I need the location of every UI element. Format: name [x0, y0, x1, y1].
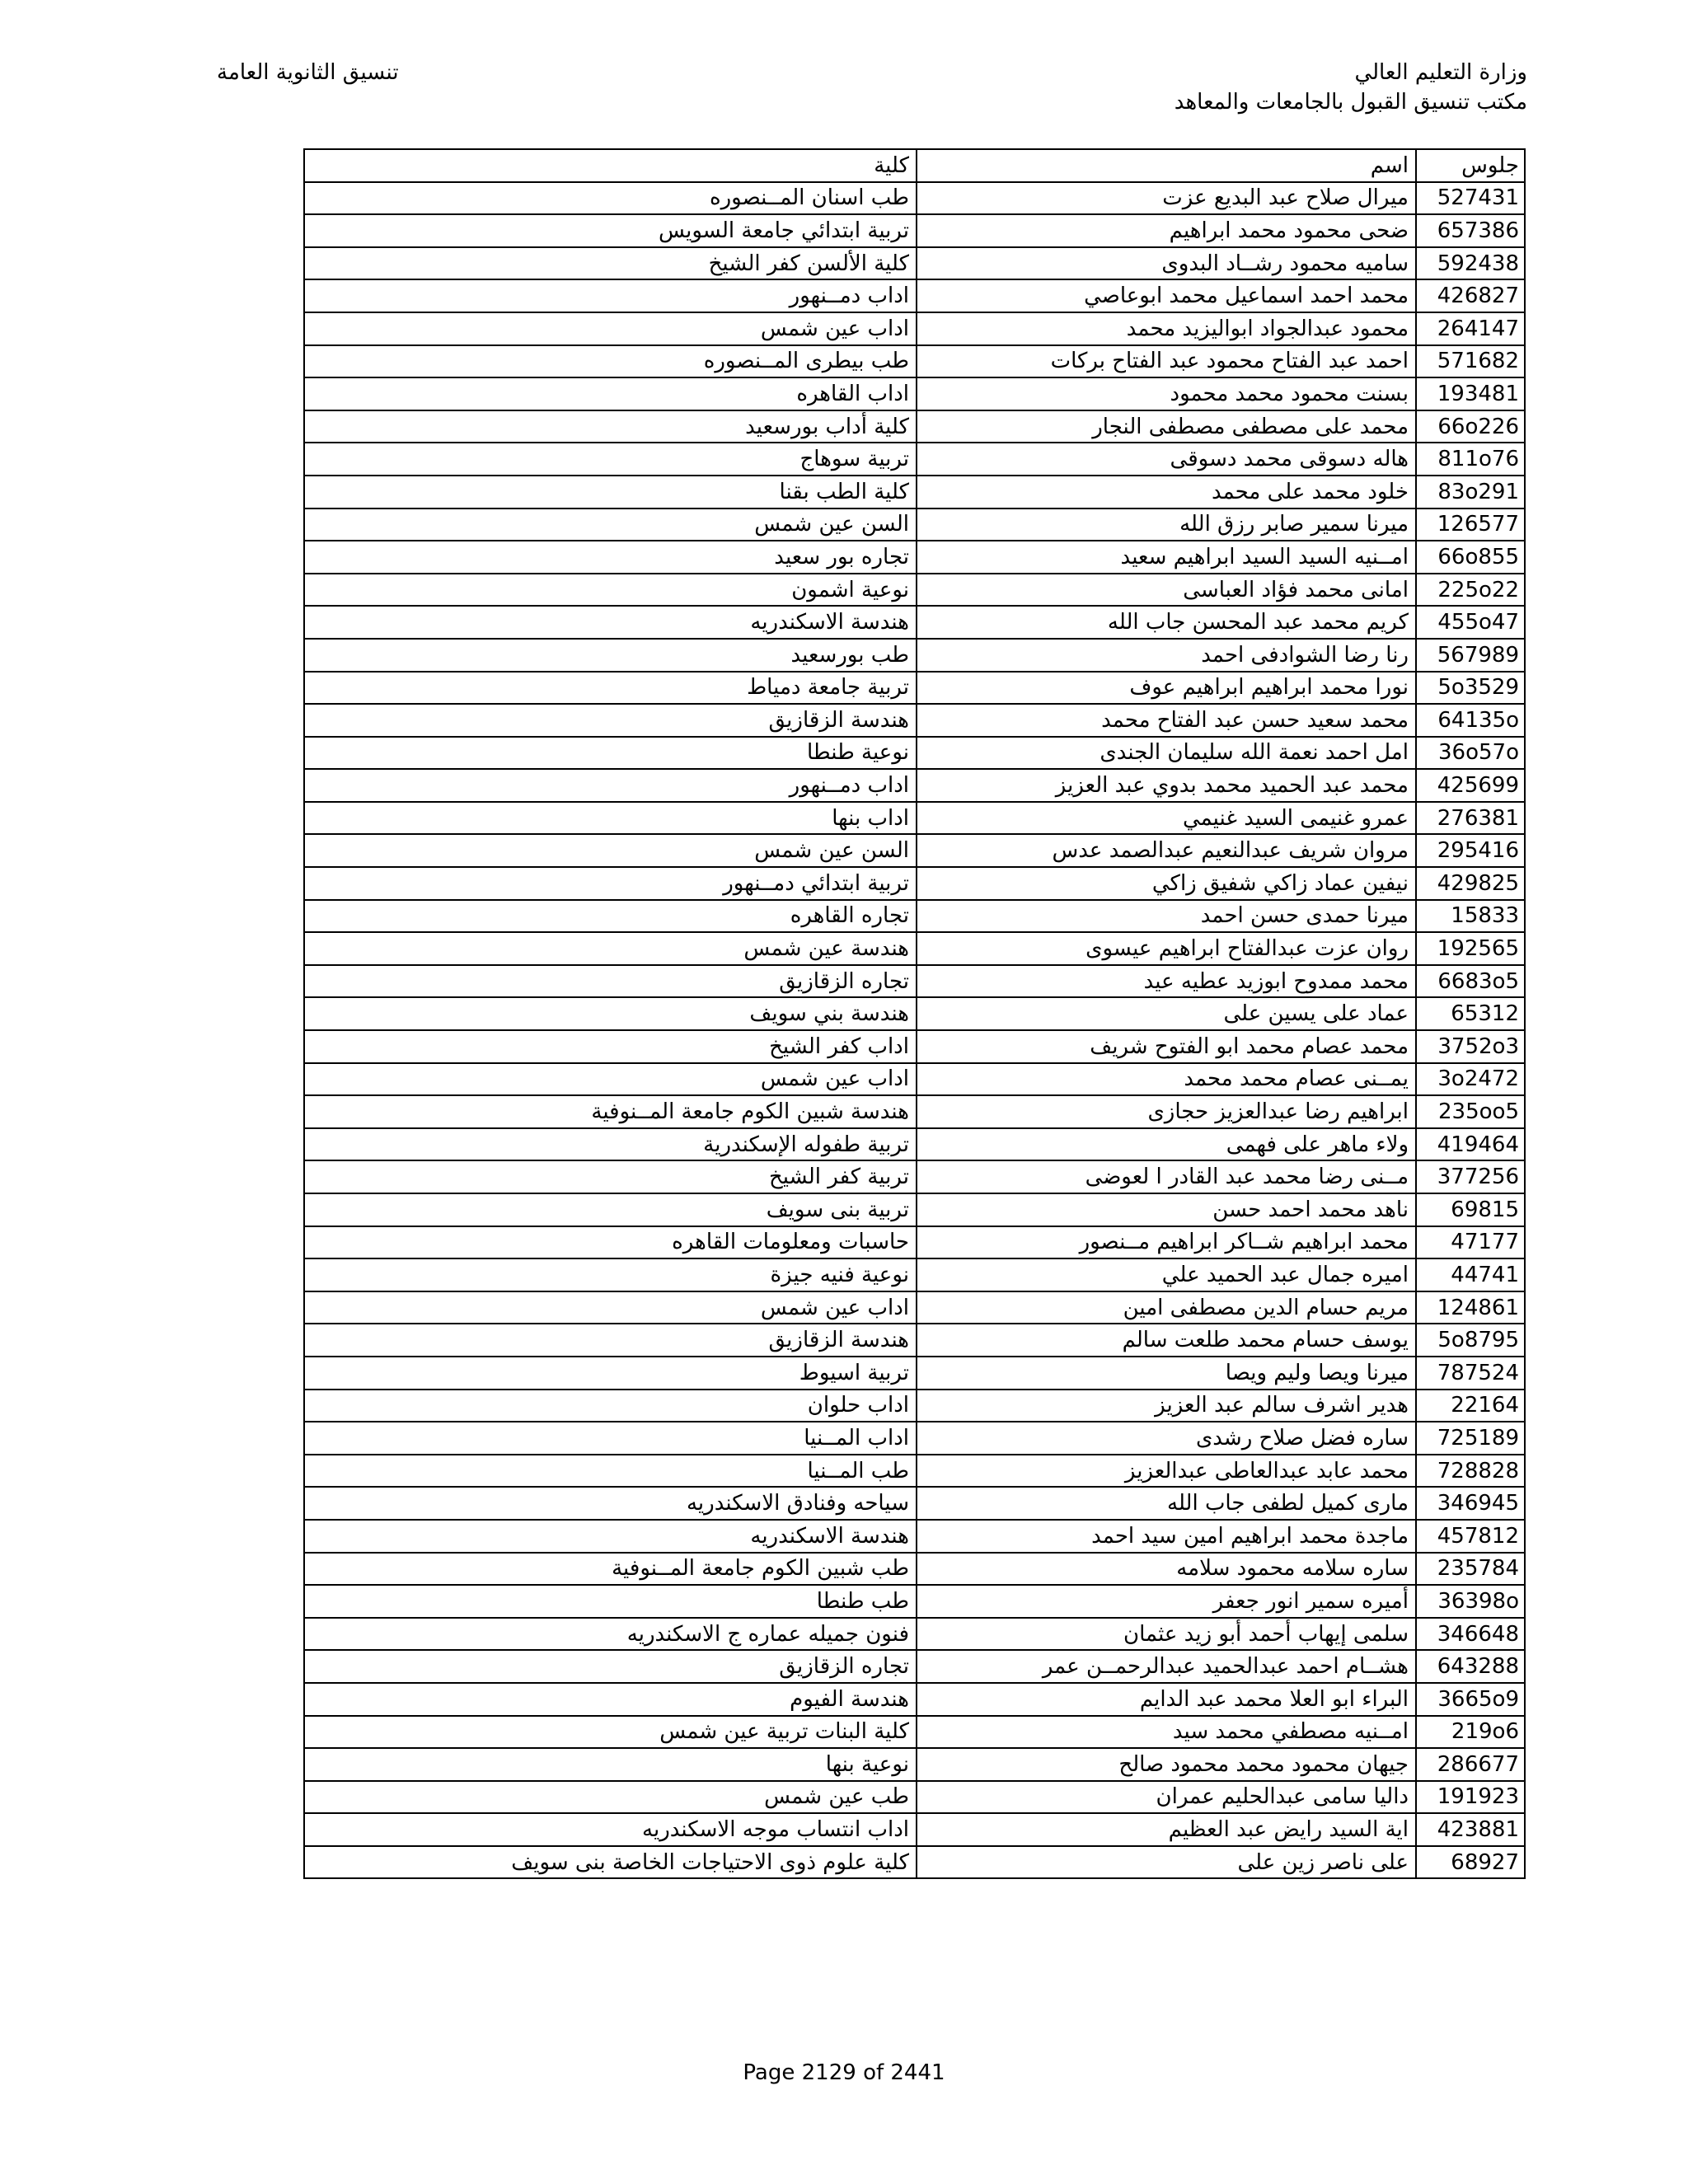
name-cell: مروان شريف عبدالنعيم عبدالصمد عدس [917, 834, 1416, 867]
table-row [304, 247, 1525, 280]
table-row [304, 1095, 1525, 1128]
faculty-cell: طب شبين الكوم جامعة المــنوفية [304, 1553, 917, 1586]
faculty-cell: سياحه وفنادق الاسكندريه [304, 1487, 917, 1520]
seat-cell: 235oo5 [1416, 1095, 1525, 1128]
faculty-cell: هندسة الزقازيق [304, 1324, 917, 1357]
table-row [304, 1160, 1525, 1193]
seat-cell: 419464 [1416, 1128, 1525, 1161]
table-row [304, 1618, 1525, 1651]
table-row [304, 1553, 1525, 1586]
header-ministry [1175, 58, 1527, 117]
faculty-cell: تجاره القاهره [304, 900, 917, 933]
seat-cell: 47177 [1416, 1226, 1525, 1259]
faculty-cell: طب بورسعيد [304, 639, 917, 672]
seat-cell: 66o855 [1416, 541, 1525, 574]
name-cell: محمد ممدوح ابوزيد عطيه عيد [917, 965, 1416, 998]
name-cell: مريم حسام الدين مصطفى امين [917, 1291, 1416, 1324]
name-cell: محمد عبد الحميد محمد بدوي عبد العزيز [917, 769, 1416, 802]
table-row [304, 867, 1525, 900]
seat-cell: 377256 [1416, 1160, 1525, 1193]
name-cell: ولاء ماهر على فهمى [917, 1128, 1416, 1161]
faculty-cell: اداب عين شمس [304, 312, 917, 345]
faculty-cell: هندسة عين شمس [304, 932, 917, 965]
seat-cell: 5o8795 [1416, 1324, 1525, 1357]
name-cell: ساميه محمود رشــاد البدوى [917, 247, 1416, 280]
seat-cell: 68927 [1416, 1846, 1525, 1879]
table-row [304, 1324, 1525, 1357]
seat-cell: 643288 [1416, 1650, 1525, 1683]
name-cell: محمود عبدالجواد ابواليزيد محمد [917, 312, 1416, 345]
faculty-cell: تجاره الزقازيق [304, 1650, 917, 1683]
seat-cell: 264147 [1416, 312, 1525, 345]
table-row [304, 214, 1525, 247]
table-row [304, 737, 1525, 770]
table-row [304, 1748, 1525, 1781]
name-cell: امانى محمد فؤاد العباسى [917, 574, 1416, 607]
column-header-seat: جلوس [1416, 149, 1525, 182]
table-row [304, 1683, 1525, 1716]
faculty-cell: تجاره الزقازيق [304, 965, 917, 998]
table-row [304, 279, 1525, 312]
seat-cell: 455o47 [1416, 606, 1525, 639]
name-cell: ساره فضل صلاح رشدى [917, 1422, 1416, 1455]
faculty-cell: طب المــنيا [304, 1455, 917, 1488]
seat-cell: 567989 [1416, 639, 1525, 672]
name-cell: اية السيد رايض عبد العظيم [917, 1813, 1416, 1846]
name-cell: عماد على يسين على [917, 997, 1416, 1030]
faculty-cell: هندسة الاسكندريه [304, 606, 917, 639]
faculty-cell: تربية كفر الشيخ [304, 1160, 917, 1193]
name-cell: اميره جمال عبد الحميد علي [917, 1258, 1416, 1291]
seat-cell: 725189 [1416, 1422, 1525, 1455]
name-cell: ناهد محمد احمد حسن [917, 1193, 1416, 1226]
faculty-cell: تربية اسيوط [304, 1357, 917, 1390]
seat-cell: 6683o5 [1416, 965, 1525, 998]
name-cell: ساره سلامه محمود سلامه [917, 1553, 1416, 1586]
name-cell: محمد ابراهيم شــاكر ابراهيم مــنصور [917, 1226, 1416, 1259]
faculty-cell: طب طنطا [304, 1585, 917, 1618]
table-row [304, 639, 1525, 672]
name-cell: ضحى محمود محمد ابراهيم [917, 214, 1416, 247]
faculty-cell: هندسة الزقازيق [304, 704, 917, 737]
seat-cell: 286677 [1416, 1748, 1525, 1781]
name-cell: محمد سعيد حسن عبد الفتاح محمد [917, 704, 1416, 737]
name-cell: سلمى إيهاب أحمد أبو زيد عثمان [917, 1618, 1416, 1651]
faculty-cell: كلية الطب بقنا [304, 476, 917, 509]
table-row [304, 443, 1525, 476]
name-cell: أميره سمير انور جعفر [917, 1585, 1416, 1618]
table-row [304, 1520, 1525, 1553]
table-row [304, 932, 1525, 965]
faculty-cell: فنون جميله عماره ج الاسكندريه [304, 1618, 917, 1651]
faculty-cell: تربية سوهاج [304, 443, 917, 476]
faculty-cell: كلية أداب بورسعيد [304, 410, 917, 443]
seat-cell: 276381 [1416, 802, 1525, 835]
table-row [304, 900, 1525, 933]
seat-cell: 5o3529 [1416, 672, 1525, 705]
table-row [304, 997, 1525, 1030]
faculty-cell: هندسة الاسكندريه [304, 1520, 917, 1553]
seat-cell: 426827 [1416, 279, 1525, 312]
name-cell: محمد عصام محمد ابو الفتوح شريف [917, 1030, 1416, 1063]
table-row [304, 574, 1525, 607]
faculty-cell: نوعية اشمون [304, 574, 917, 607]
name-cell: خلود محمد على محمد [917, 476, 1416, 509]
table-row [304, 312, 1525, 345]
faculty-cell: هندسة شبين الكوم جامعة المــنوفية [304, 1095, 917, 1128]
name-cell: يوسف حسام محمد طلعت سالم [917, 1324, 1416, 1357]
faculty-cell: اداب كفر الشيخ [304, 1030, 917, 1063]
seat-cell: 126577 [1416, 509, 1525, 541]
faculty-cell: تجاره بور سعيد [304, 541, 917, 574]
seat-cell: 124861 [1416, 1291, 1525, 1324]
seat-cell: 346945 [1416, 1487, 1525, 1520]
faculty-cell: طب عين شمس [304, 1781, 917, 1814]
table-row [304, 1357, 1525, 1390]
seat-cell: 3o2472 [1416, 1063, 1525, 1096]
table-body [304, 182, 1525, 1879]
seat-cell: 64135o [1416, 704, 1525, 737]
table-row [304, 1422, 1525, 1455]
table-row [304, 1226, 1525, 1259]
name-cell: ميرال صلاح عبد البديع عزت [917, 182, 1416, 215]
table-row [304, 1846, 1525, 1879]
faculty-cell: تربية ابتدائي جامعة السويس [304, 214, 917, 247]
table-row [304, 704, 1525, 737]
name-cell: محمد احمد اسماعيل محمد ابوعاصي [917, 279, 1416, 312]
faculty-cell: اداب القاهره [304, 377, 917, 410]
seat-cell: 22164 [1416, 1390, 1525, 1422]
name-cell: مارى كميل لطفى جاب الله [917, 1487, 1416, 1520]
table-row [304, 1291, 1525, 1324]
table-row [304, 1487, 1525, 1520]
name-cell: بسنت محمود محمد محمود [917, 377, 1416, 410]
name-cell: جيهان محمود محمد محمود صالح [917, 1748, 1416, 1781]
seat-cell: 527431 [1416, 182, 1525, 215]
table-row [304, 606, 1525, 639]
faculty-cell: اداب عين شمس [304, 1063, 917, 1096]
faculty-cell: حاسبات ومعلومات القاهره [304, 1226, 917, 1259]
seat-cell: 15833 [1416, 900, 1525, 933]
table-row [304, 834, 1525, 867]
faculty-cell: طب بيطرى المــنصوره [304, 345, 917, 378]
seat-cell: 3752o3 [1416, 1030, 1525, 1063]
seat-cell: 457812 [1416, 1520, 1525, 1553]
table-row [304, 1390, 1525, 1422]
name-cell: على ناصر زين على [917, 1846, 1416, 1879]
seat-cell: 44741 [1416, 1258, 1525, 1291]
seat-cell: 429825 [1416, 867, 1525, 900]
seat-cell: 295416 [1416, 834, 1525, 867]
name-cell: مــنى رضا محمد عبد القادر ا لعوضى [917, 1160, 1416, 1193]
seat-cell: 346648 [1416, 1618, 1525, 1651]
seat-cell: 787524 [1416, 1357, 1525, 1390]
name-cell: نيفين عماد زاكي شفيق زاكي [917, 867, 1416, 900]
seat-cell: 425699 [1416, 769, 1525, 802]
name-cell: احمد عبد الفتاح محمود عبد الفتاح بركات [917, 345, 1416, 378]
table-row [304, 377, 1525, 410]
faculty-cell: هندسة بني سويف [304, 997, 917, 1030]
faculty-cell: السن عين شمس [304, 509, 917, 541]
seat-cell: 571682 [1416, 345, 1525, 378]
faculty-cell: اداب دمــنهور [304, 769, 917, 802]
faculty-cell: اداب دمــنهور [304, 279, 917, 312]
table-row [304, 1813, 1525, 1846]
table-row [304, 1258, 1525, 1291]
results-table [303, 148, 1526, 1879]
name-cell: ميرنا ويصا وليم ويصا [917, 1357, 1416, 1390]
faculty-cell: اداب عين شمس [304, 1291, 917, 1324]
table-header-row [304, 149, 1525, 182]
name-cell: هاله دسوقى محمد دسوقى [917, 443, 1416, 476]
seat-cell: 592438 [1416, 247, 1525, 280]
table-row [304, 182, 1525, 215]
seat-cell: 235784 [1416, 1553, 1525, 1586]
table-row [304, 1650, 1525, 1683]
seat-cell: 728828 [1416, 1455, 1525, 1488]
column-header-faculty: كلية [304, 149, 917, 182]
name-cell: محمد على مصطفى مصطفى النجار [917, 410, 1416, 443]
faculty-cell: تربية بنى سويف [304, 1193, 917, 1226]
table-row [304, 541, 1525, 574]
name-cell: نورا محمد ابراهيم ابراهيم عوف [917, 672, 1416, 705]
seat-cell: 657386 [1416, 214, 1525, 247]
name-cell: ميرنا حمدى حسن احمد [917, 900, 1416, 933]
faculty-cell: كلية الألسن كفر الشيخ [304, 247, 917, 280]
table-row [304, 476, 1525, 509]
name-cell: داليا سامى عبدالحليم عمران [917, 1781, 1416, 1814]
name-cell: امل احمد نعمة الله سليمان الجندى [917, 737, 1416, 770]
faculty-cell: كلية علوم ذوى الاحتياجات الخاصة بنى سويف [304, 1846, 917, 1879]
name-cell: امــنيه مصطفي محمد سيد [917, 1716, 1416, 1749]
table-row [304, 1128, 1525, 1161]
column-header-name: اسم [917, 149, 1416, 182]
section-title: تنسيق الثانوية العامة [217, 60, 399, 85]
name-cell: يمــنى عصام محمد محمد [917, 1063, 1416, 1096]
faculty-cell: نوعية فنيه جيزة [304, 1258, 917, 1291]
name-cell: رنا رضا الشوادفى احمد [917, 639, 1416, 672]
faculty-cell: تربية طفوله الإسكندرية [304, 1128, 917, 1161]
seat-cell: 36o57o [1416, 737, 1525, 770]
table-row [304, 965, 1525, 998]
faculty-cell: تربية ابتدائي دمــنهور [304, 867, 917, 900]
faculty-cell: اداب انتساب موجه الاسكندريه [304, 1813, 917, 1846]
seat-cell: 66o226 [1416, 410, 1525, 443]
faculty-cell: تربية جامعة دمياط [304, 672, 917, 705]
page-number: Page 2129 of 2441 [743, 2060, 945, 2085]
seat-cell: 423881 [1416, 1813, 1525, 1846]
faculty-cell: كلية البنات تربية عين شمس [304, 1716, 917, 1749]
table-row [304, 509, 1525, 541]
seat-cell: 193481 [1416, 377, 1525, 410]
table-row [304, 1455, 1525, 1488]
name-cell: البراء ابو العلا محمد عبد الدايم [917, 1683, 1416, 1716]
table-row [304, 410, 1525, 443]
seat-cell: 191923 [1416, 1781, 1525, 1814]
table-row [304, 345, 1525, 378]
faculty-cell: اداب المــنيا [304, 1422, 917, 1455]
table-row [304, 1781, 1525, 1814]
name-cell: كريم محمد عبد المحسن جاب الله [917, 606, 1416, 639]
seat-cell: 65312 [1416, 997, 1525, 1030]
name-cell: هدير اشرف سالم عبد العزيز [917, 1390, 1416, 1422]
name-cell: امــنيه السيد السيد ابراهيم سعيد [917, 541, 1416, 574]
faculty-cell: السن عين شمس [304, 834, 917, 867]
name-cell: عمرو غنيمى السيد غنيمي [917, 802, 1416, 835]
table-row [304, 672, 1525, 705]
table-row [304, 1063, 1525, 1096]
office-name: مكتب تنسيق القبول بالجامعات والمعاهد [1174, 90, 1527, 115]
seat-cell: 3665o9 [1416, 1683, 1525, 1716]
name-cell: هشــام احمد عبدالحميد عبدالرحمــن عمر [917, 1650, 1416, 1683]
table-row [304, 1716, 1525, 1749]
seat-cell: 225o22 [1416, 574, 1525, 607]
table-row [304, 769, 1525, 802]
ministry-name: وزارة التعليم العالي [1354, 60, 1527, 85]
table-row [304, 1193, 1525, 1226]
table-row [304, 1585, 1525, 1618]
faculty-cell: نوعية طنطا [304, 737, 917, 770]
faculty-cell: طب اسنان المــنصوره [304, 182, 917, 215]
seat-cell: 192565 [1416, 932, 1525, 965]
name-cell: ميرنا سمير صابر رزق الله [917, 509, 1416, 541]
faculty-cell: اداب حلوان [304, 1390, 917, 1422]
seat-cell: 69815 [1416, 1193, 1525, 1226]
faculty-cell: اداب بنها [304, 802, 917, 835]
table-row [304, 802, 1525, 835]
table-row [304, 1030, 1525, 1063]
seat-cell: 36398o [1416, 1585, 1525, 1618]
name-cell: محمد عابد عبدالعاطى عبدالعزيز [917, 1455, 1416, 1488]
faculty-cell: نوعية بنها [304, 1748, 917, 1781]
name-cell: روان عزت عبدالفتاح ابراهيم عيسوى [917, 932, 1416, 965]
seat-cell: 83o291 [1416, 476, 1525, 509]
name-cell: ماجدة محمد ابراهيم امين سيد احمد [917, 1520, 1416, 1553]
name-cell: ابراهيم رضا عبدالعزيز حجازى [917, 1095, 1416, 1128]
faculty-cell: هندسة الفيوم [304, 1683, 917, 1716]
seat-cell: 811o76 [1416, 443, 1525, 476]
seat-cell: 219o6 [1416, 1716, 1525, 1749]
